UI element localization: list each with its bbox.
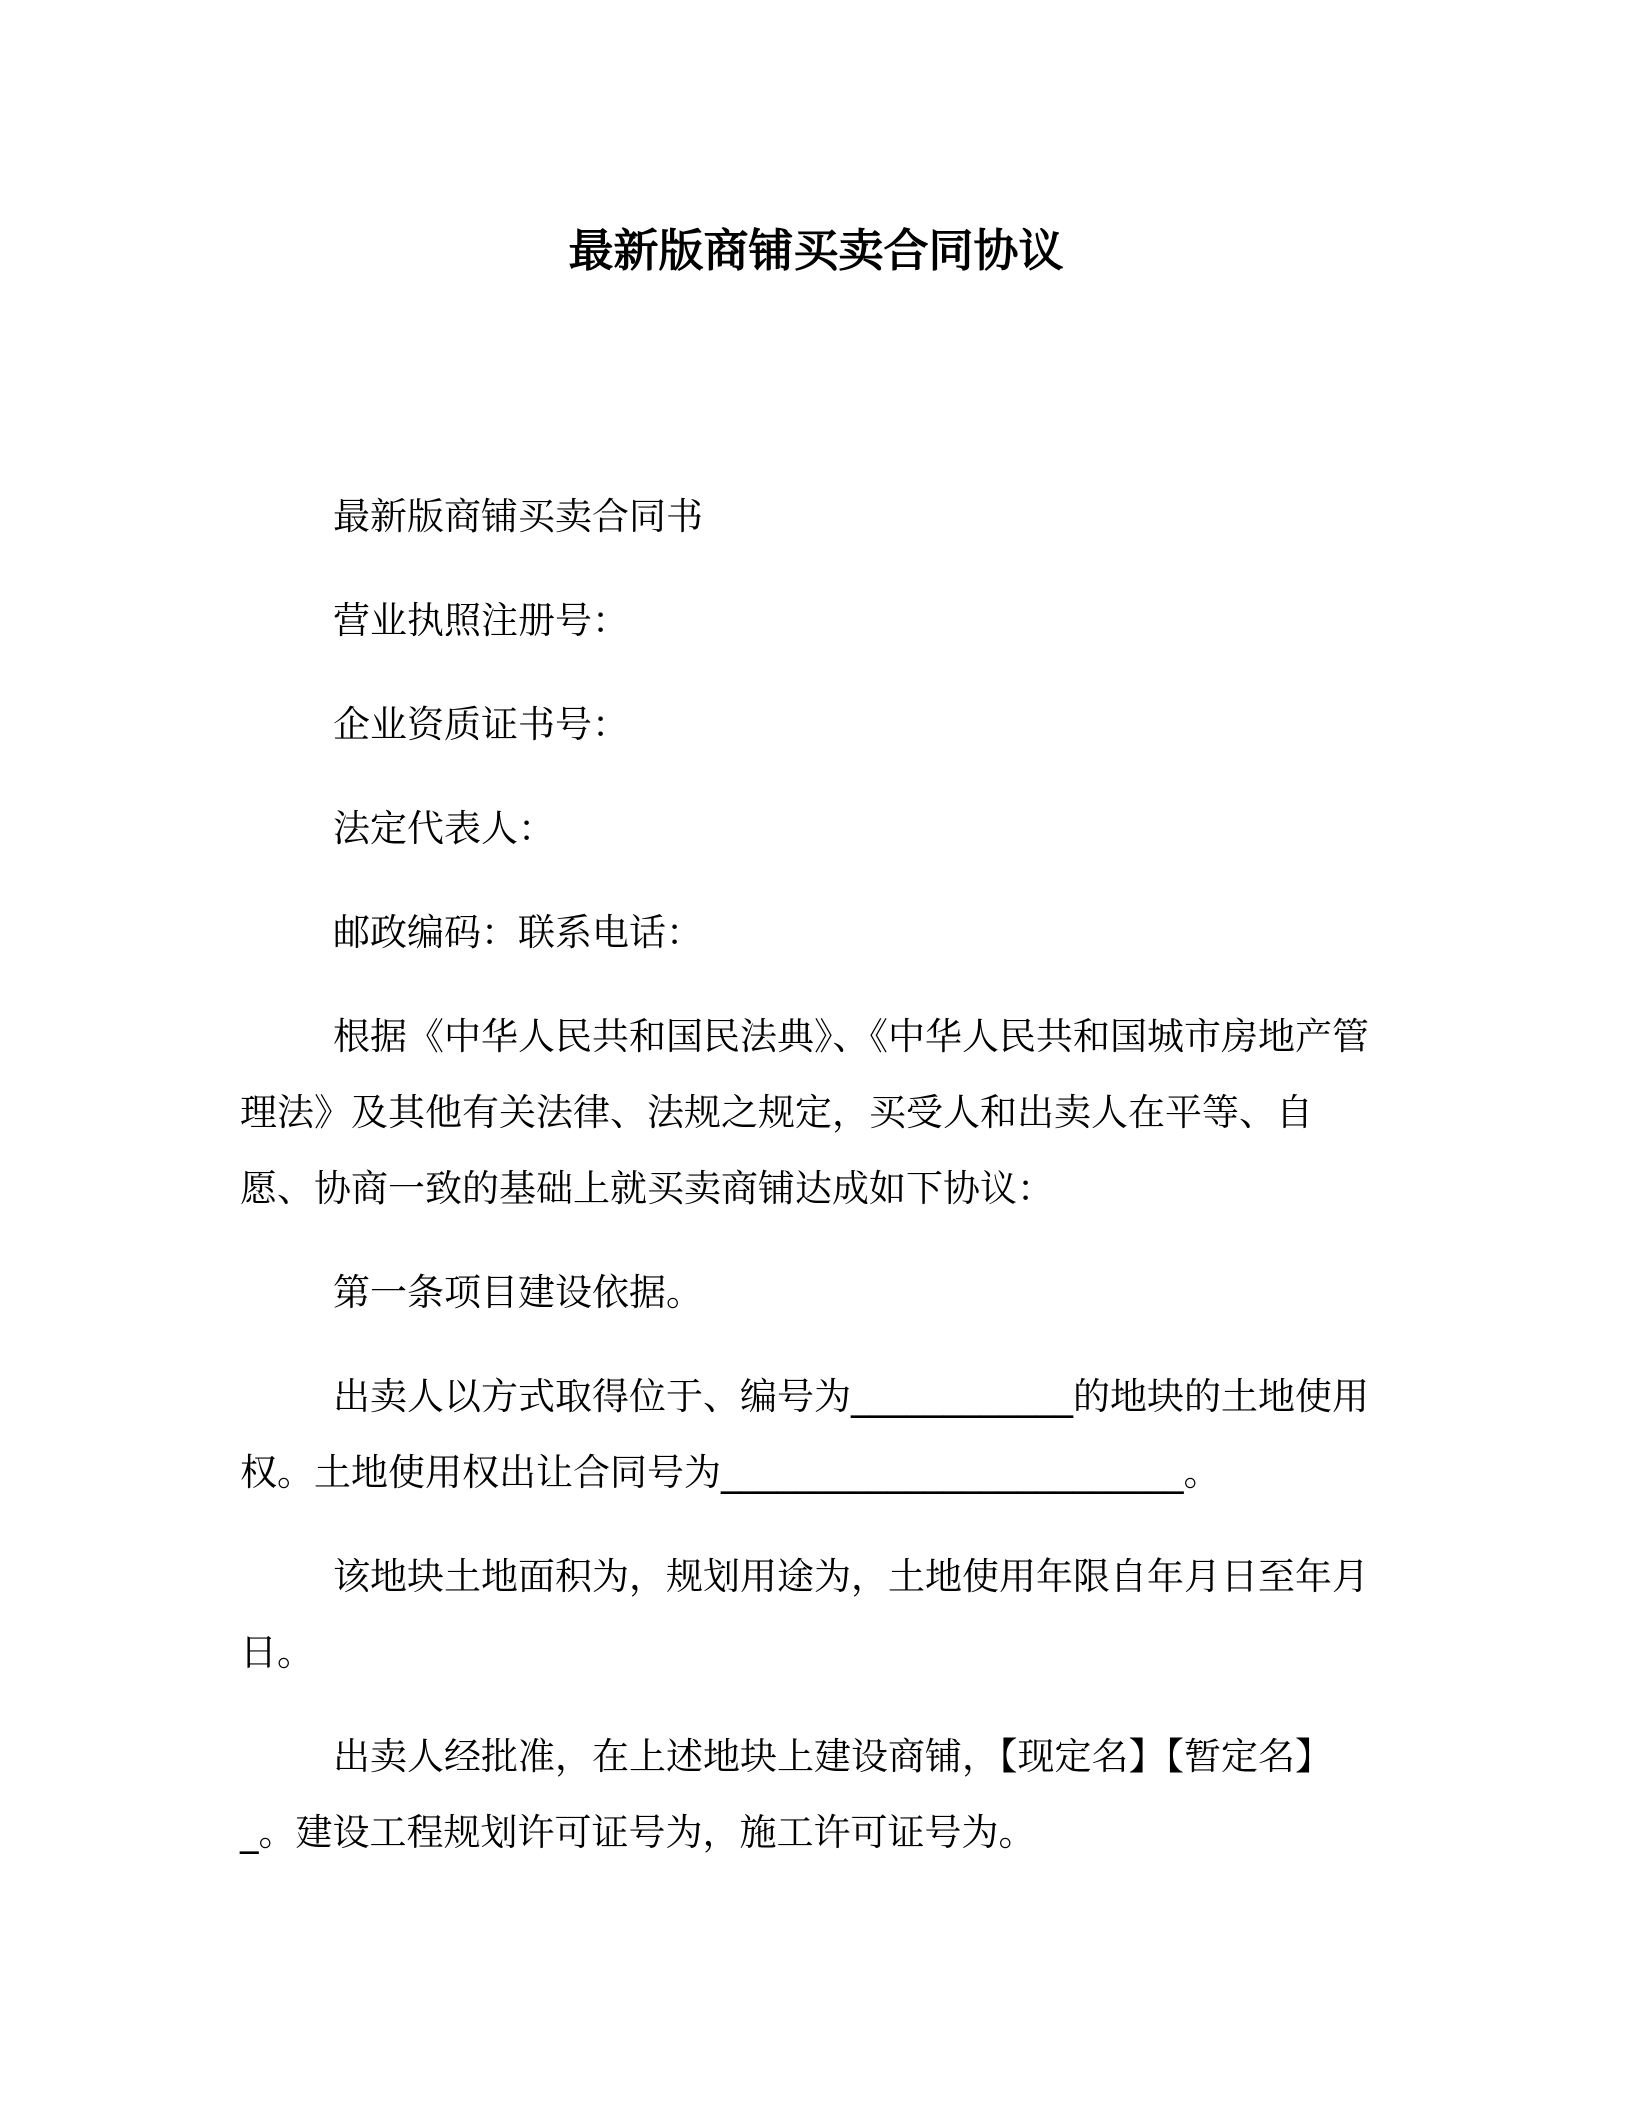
article-1-heading: 第一条项目建设依据。 xyxy=(333,1271,703,1314)
land-use-right-paragraph: 出卖人以方式取得位于、编号为____________的地块的土地使用权。土地使用权出让合同号为_________________________。 xyxy=(240,1375,1369,1494)
land-area-paragraph: 该地块土地面积为，规划用途为，土地使用年限自年月日至年月日。 xyxy=(240,1555,1369,1674)
construction-permit-paragraph: 出卖人经批准，在上述地块上建设商铺，【现定名】【暂定名】_。建设工程规划许可证号为，施工许可证号为。 xyxy=(240,1735,1332,1854)
legal-representative-field: 法定代表人： xyxy=(333,807,555,850)
qualification-certificate-field: 企业资质证书号： xyxy=(333,703,629,746)
contract-subtitle: 最新版商铺买卖合同书 xyxy=(333,495,703,538)
preamble-paragraph: 根据《中华人民共和国民法典》、《中华人民共和国城市房地产管理法》及其他有关法律、法规之规定，买受人和出卖人在平等、自愿、协商一致的基础上就买卖商铺达成如下协议： xyxy=(240,1015,1369,1210)
postal-code-phone-field: 邮政编码：联系电话： xyxy=(333,911,703,954)
business-license-field: 营业执照注册号： xyxy=(333,599,629,642)
document-title: 最新版商铺买卖合同协议 xyxy=(568,224,1064,277)
document-body xyxy=(240,479,1378,1899)
